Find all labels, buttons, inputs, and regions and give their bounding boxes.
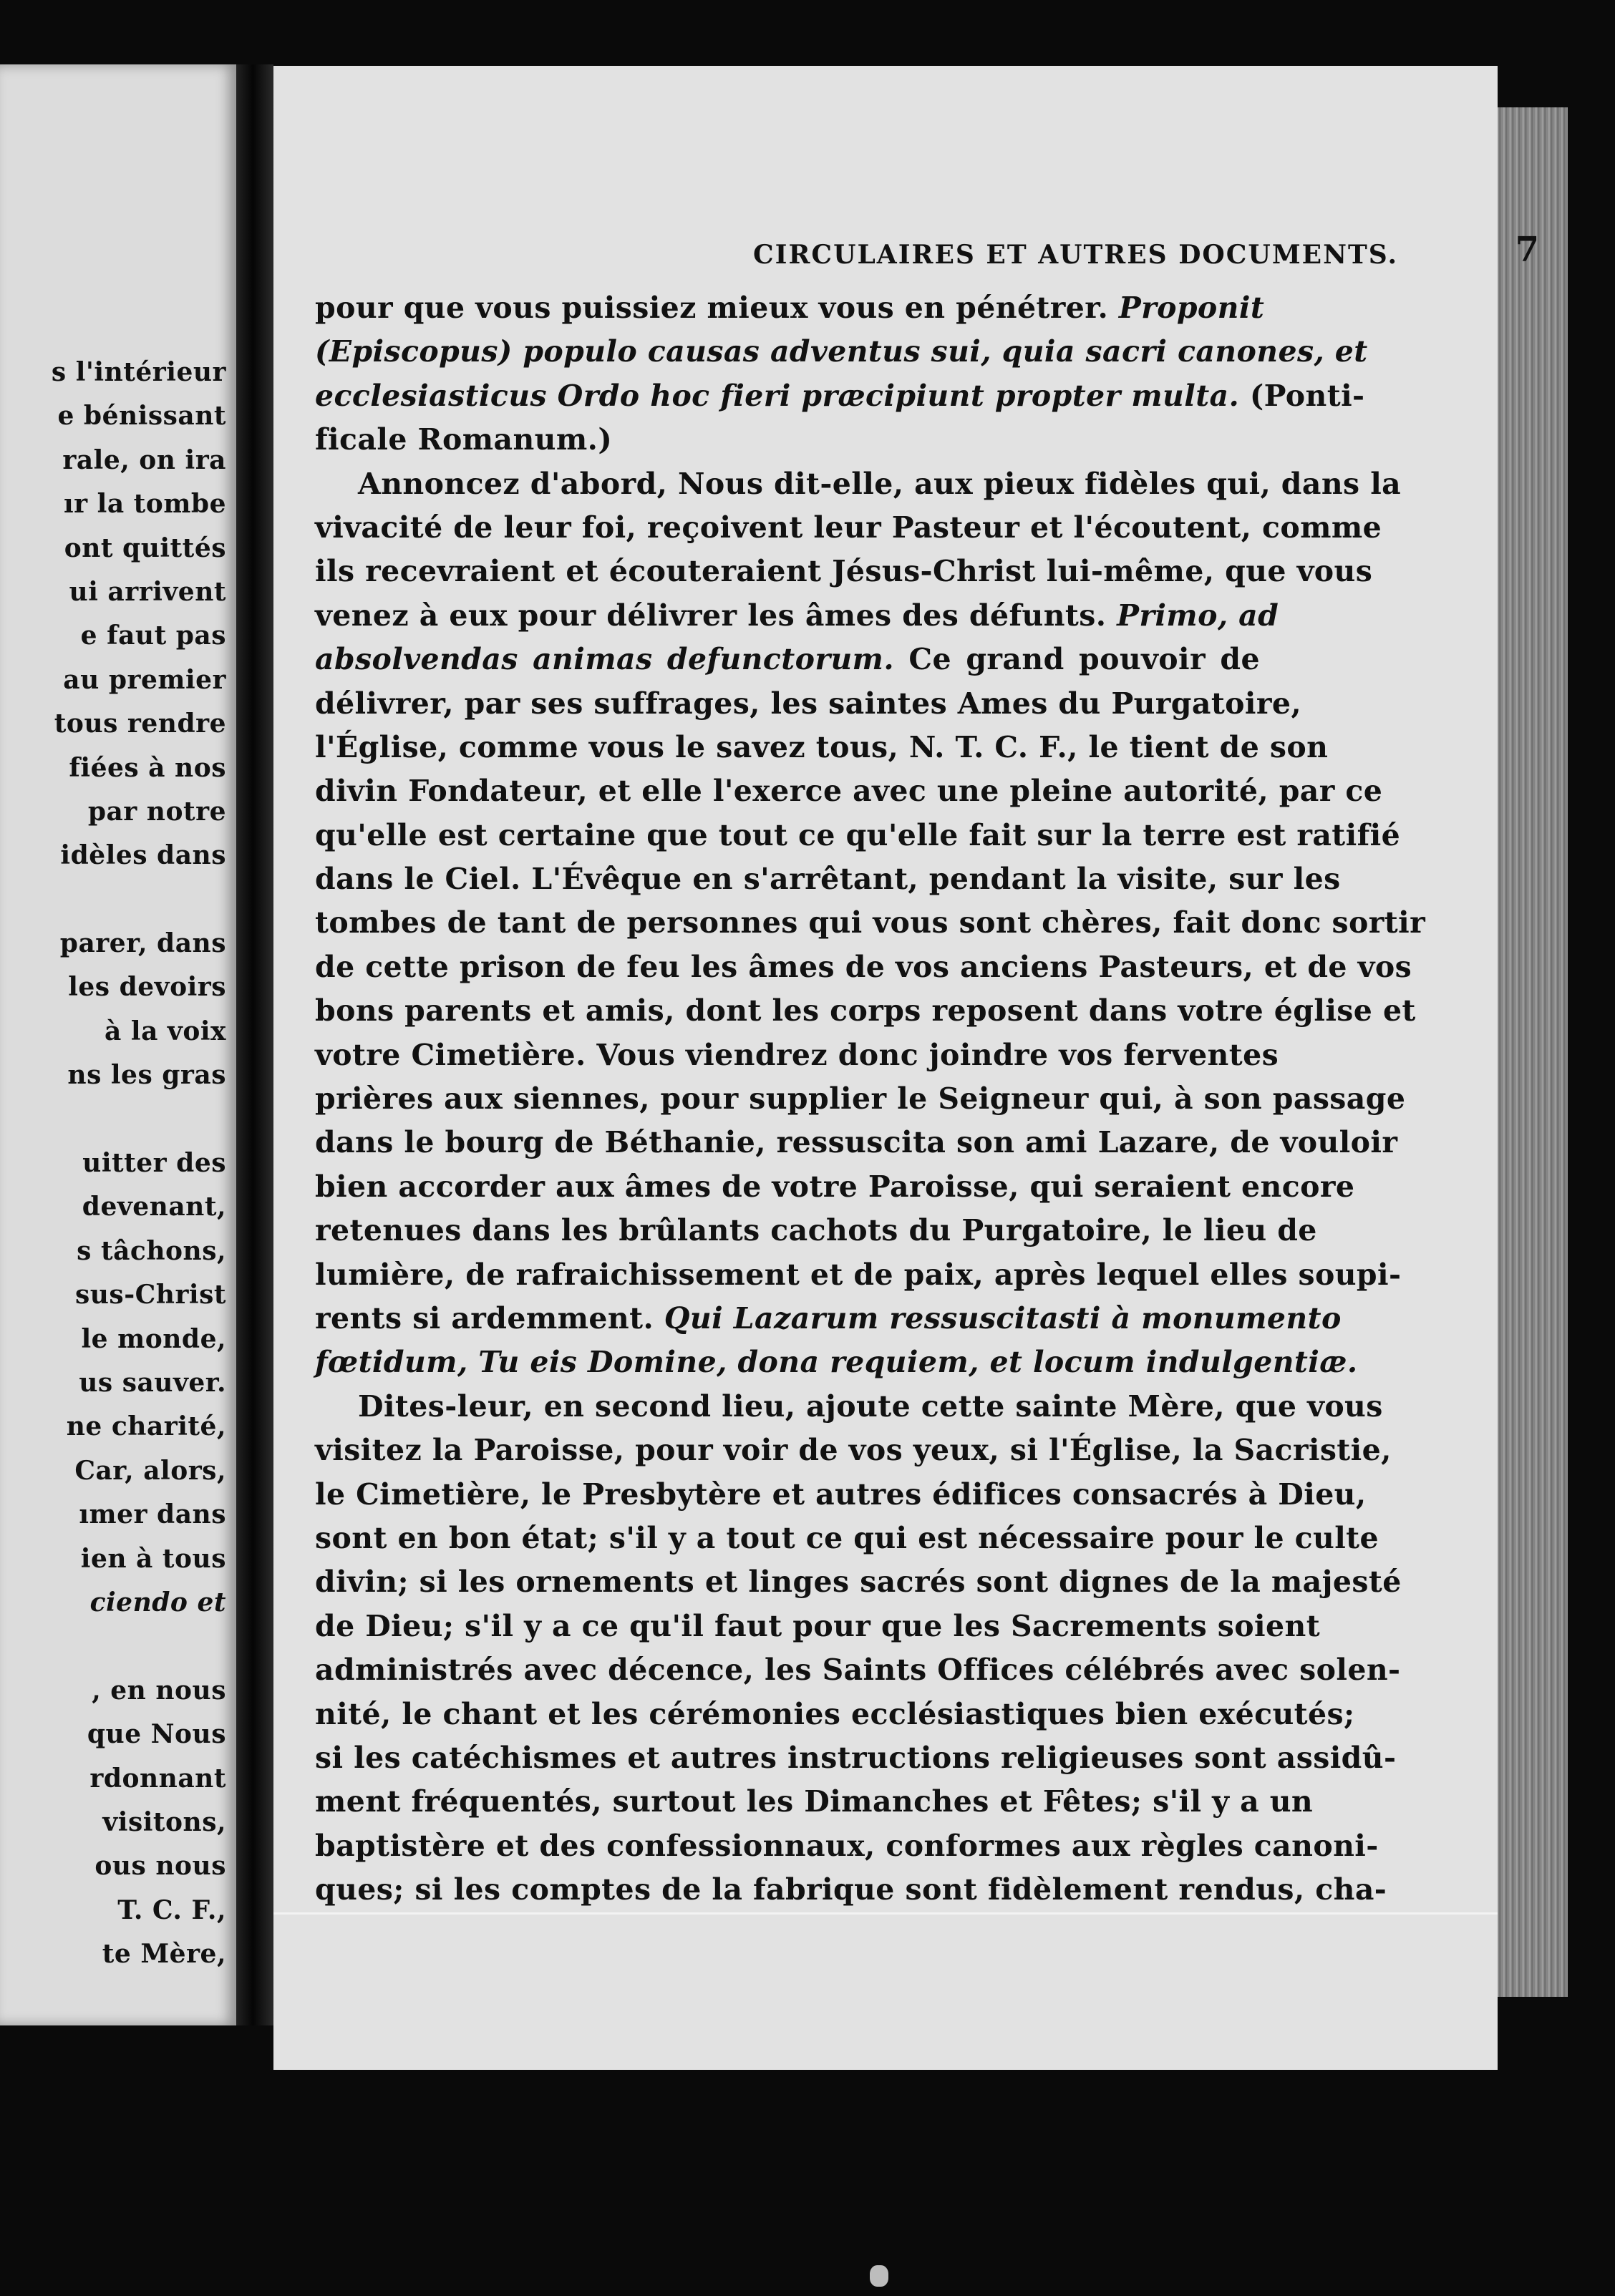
text-segment: le Cimetière, le Presbytère et autres édifices consacrés à Dieu, xyxy=(315,1477,1367,1512)
text-line xyxy=(315,330,1368,374)
text-line xyxy=(315,418,1260,462)
page-edges xyxy=(1489,107,1568,1997)
left-page-line: s tâchons, xyxy=(77,1235,226,1266)
text-segment: dans le bourg de Béthanie, ressuscita son ami Lazare, de vouloir xyxy=(315,1125,1398,1160)
left-page-line: ien à tous xyxy=(80,1543,226,1574)
previous-page-text xyxy=(0,351,226,1976)
left-page-line: Car, alors, xyxy=(74,1455,226,1486)
text-line xyxy=(315,814,1401,857)
text-line xyxy=(315,945,1412,989)
text-line xyxy=(315,594,1279,638)
left-page-line: ui arrivent xyxy=(69,576,226,607)
left-page-line: idèles dans xyxy=(60,840,226,871)
text-segment: ficale Romanum.) xyxy=(315,422,613,457)
left-page-line: tous rendre xyxy=(54,709,226,739)
left-page-line: devenant, xyxy=(82,1192,226,1222)
text-segment: l'Église, comme vous le savez tous, N. T. C. F., le tient de son xyxy=(315,729,1329,764)
previous-page-fragment xyxy=(0,64,236,2025)
left-page-line: ır la tombe xyxy=(63,489,226,520)
left-page-line xyxy=(0,878,226,922)
text-line xyxy=(315,1165,1355,1209)
text-line xyxy=(315,1385,1383,1429)
italic-latin-text: (Episcopus) populo causas adventus sui, quia sacri canones, et xyxy=(315,334,1368,369)
left-page-line: ımer dans xyxy=(79,1499,226,1530)
text-line xyxy=(315,1605,1321,1648)
text-line xyxy=(315,506,1382,550)
left-page-line: ous nous xyxy=(94,1851,226,1882)
text-segment: qu'elle est certaine que tout ce qu'elle fait sur la terre est ratifié xyxy=(315,817,1401,852)
left-page-line: au premier xyxy=(63,664,226,695)
italic-latin-text: absolvendas animas defunctorum. xyxy=(315,642,894,677)
left-page-line: te Mère, xyxy=(102,1939,226,1970)
text-line xyxy=(315,550,1373,593)
left-page-line: e faut pas xyxy=(80,621,226,651)
text-segment: ment fréquentés, surtout les Dimanches et Fêtes; s'il y a un xyxy=(315,1784,1314,1819)
left-page-line: e bénissant xyxy=(57,401,226,432)
text-line xyxy=(315,682,1302,726)
left-page-line: le monde, xyxy=(81,1323,226,1354)
text-segment: votre Cimetière. Vous viendrez donc joindre vos ferventes xyxy=(315,1037,1279,1072)
text-segment: venez à eux pour délivrer les âmes des défunts. xyxy=(315,598,1117,633)
italic-latin-text: ecclesiasticus Ordo hoc fieri præcipiunt propter multa. xyxy=(315,378,1240,413)
text-segment: nité, le chant et les cérémonies ecclésiastiques bien exécutés; xyxy=(315,1696,1355,1731)
left-page-line: ciendo et xyxy=(89,1587,226,1618)
text-line xyxy=(315,1033,1279,1077)
left-page-line: par notre xyxy=(87,796,226,827)
left-page-line: parer, dans xyxy=(59,928,226,959)
left-page-line: s l'intérieur xyxy=(51,357,226,387)
text-segment: sont en bon état; s'il y a tout ce qui est nécessaire pour le culte xyxy=(315,1520,1379,1555)
text-segment: dans le Ciel. L'Évêque en s'arrêtant, pendant la visite, sur les xyxy=(315,862,1341,897)
text-segment: Ce grand pouvoir de xyxy=(894,642,1260,677)
text-segment: (Ponti- xyxy=(1239,378,1365,413)
text-segment: ils recevraient et écouteraient Jésus-Christ lui-même, que vous xyxy=(315,554,1373,589)
left-page-line: les devoirs xyxy=(68,972,226,1003)
left-page-line: sus-Christ xyxy=(74,1280,226,1310)
italic-latin-text: Qui Lazarum ressuscitasti à monumento xyxy=(664,1300,1342,1336)
text-line xyxy=(315,1736,1397,1780)
text-line xyxy=(315,989,1416,1033)
left-page-line: ns les gras xyxy=(67,1060,226,1091)
text-line xyxy=(315,1560,1402,1604)
text-segment: tombes de tant de personnes qui vous sont chères, fait donc sortir xyxy=(315,905,1426,940)
left-page-line: ne charité, xyxy=(66,1411,226,1442)
book-gutter xyxy=(236,64,273,2025)
text-line xyxy=(315,1253,1402,1297)
text-line xyxy=(315,1648,1401,1692)
text-line xyxy=(315,1693,1355,1736)
text-segment: délivrer, par ses suffrages, les saintes Ames du Purgatoire, xyxy=(315,686,1302,721)
page-number: 7 xyxy=(1515,230,1541,270)
text-line xyxy=(315,462,1402,506)
left-page-line xyxy=(0,1625,226,1668)
left-page-line: que Nous xyxy=(87,1719,226,1750)
text-line xyxy=(315,1209,1317,1252)
text-segment: Dites-leur, en second lieu, ajoute cette sainte Mère, que vous xyxy=(358,1388,1383,1424)
scan-artifact xyxy=(870,2265,888,2287)
text-segment: divin; si les ornements et linges sacrés sont dignes de la majesté xyxy=(315,1565,1402,1600)
text-segment: administrés avec décence, les Saints Offices célébrés avec solen- xyxy=(315,1653,1401,1688)
italic-latin-text: Proponit xyxy=(1118,291,1265,325)
text-segment: pour que vous puissiez mieux vous en pénétrer. xyxy=(315,291,1119,325)
left-page-line: fiées à nos xyxy=(69,752,226,783)
text-segment: si les catéchismes et autres instructions religieuses sont assidû- xyxy=(315,1740,1397,1775)
text-segment: bons parents et amis, dont les corps reposent dans votre église et xyxy=(315,993,1416,1028)
text-line xyxy=(315,726,1329,769)
text-segment: baptistère et des confessionnaux, conformes aux règles canoni- xyxy=(315,1828,1379,1863)
text-line xyxy=(315,1517,1379,1560)
text-line xyxy=(315,1473,1367,1517)
left-page-line: rale, on ira xyxy=(62,444,226,475)
text-segment: ques; si les comptes de la fabrique sont fidèlement rendus, cha- xyxy=(315,1872,1387,1907)
text-segment: de cette prison de feu les âmes de vos anciens Pasteurs, et de vos xyxy=(315,949,1412,984)
text-segment: Annoncez d'abord, Nous dit-elle, aux pieux fidèles qui, dans la xyxy=(358,466,1402,501)
italic-latin-text: Primo, ad xyxy=(1117,598,1279,633)
text-line xyxy=(315,769,1383,813)
left-page-line: uitter des xyxy=(82,1148,226,1179)
text-segment: visitez la Paroisse, pour voir de vos yeux, si l'Église, la Sacristie, xyxy=(315,1433,1392,1468)
text-line xyxy=(315,1297,1342,1341)
left-page-line: visitons, xyxy=(102,1806,226,1837)
text-line xyxy=(315,374,1365,418)
text-line xyxy=(315,1868,1387,1912)
text-line xyxy=(315,1429,1392,1472)
left-page-line: us sauver. xyxy=(79,1367,226,1398)
text-line xyxy=(315,1780,1314,1824)
text-segment: retenues dans les brûlants cachots du Purgatoire, le lieu de xyxy=(315,1213,1317,1248)
left-page-line xyxy=(0,1098,226,1142)
scan-streak xyxy=(273,1912,1498,1915)
text-segment: vivacité de leur foi, reçoivent leur Pasteur et l'écoutent, comme xyxy=(315,510,1382,545)
left-page-line: T. C. F., xyxy=(117,1894,226,1925)
left-page-line: ont quittés xyxy=(64,532,226,563)
left-page-line: , en nous xyxy=(92,1675,226,1706)
text-line xyxy=(315,638,1260,681)
text-segment: bien accorder aux âmes de votre Paroisse, qui seraient encore xyxy=(315,1169,1355,1204)
text-segment: lumière, de rafraichissement et de paix, après lequel elles soupi- xyxy=(315,1257,1402,1292)
text-line xyxy=(315,1077,1406,1121)
text-line xyxy=(315,857,1341,901)
text-line xyxy=(315,1121,1398,1164)
left-page-line: à la voix xyxy=(105,1016,226,1046)
text-segment: de Dieu; s'il y a ce qu'il faut pour que les Sacrements soient xyxy=(315,1608,1321,1643)
text-segment: prières aux siennes, pour supplier le Seigneur qui, à son passage xyxy=(315,1081,1406,1117)
text-line xyxy=(315,901,1426,945)
running-title: CIRCULAIRES ET AUTRES DOCUMENTS. xyxy=(753,240,1399,270)
italic-latin-text: fœtidum, Tu eis Domine, dona requiem, et locum indulgentiæ. xyxy=(315,1345,1358,1380)
left-page-line: rdonnant xyxy=(89,1763,226,1794)
text-segment: rents si ardemment. xyxy=(315,1300,664,1336)
text-line xyxy=(315,1341,1358,1384)
text-line xyxy=(315,1824,1379,1868)
text-line xyxy=(315,286,1265,330)
text-segment: divin Fondateur, et elle l'exerce avec une pleine autorité, par ce xyxy=(315,774,1383,809)
page-body-text xyxy=(315,286,1426,1912)
